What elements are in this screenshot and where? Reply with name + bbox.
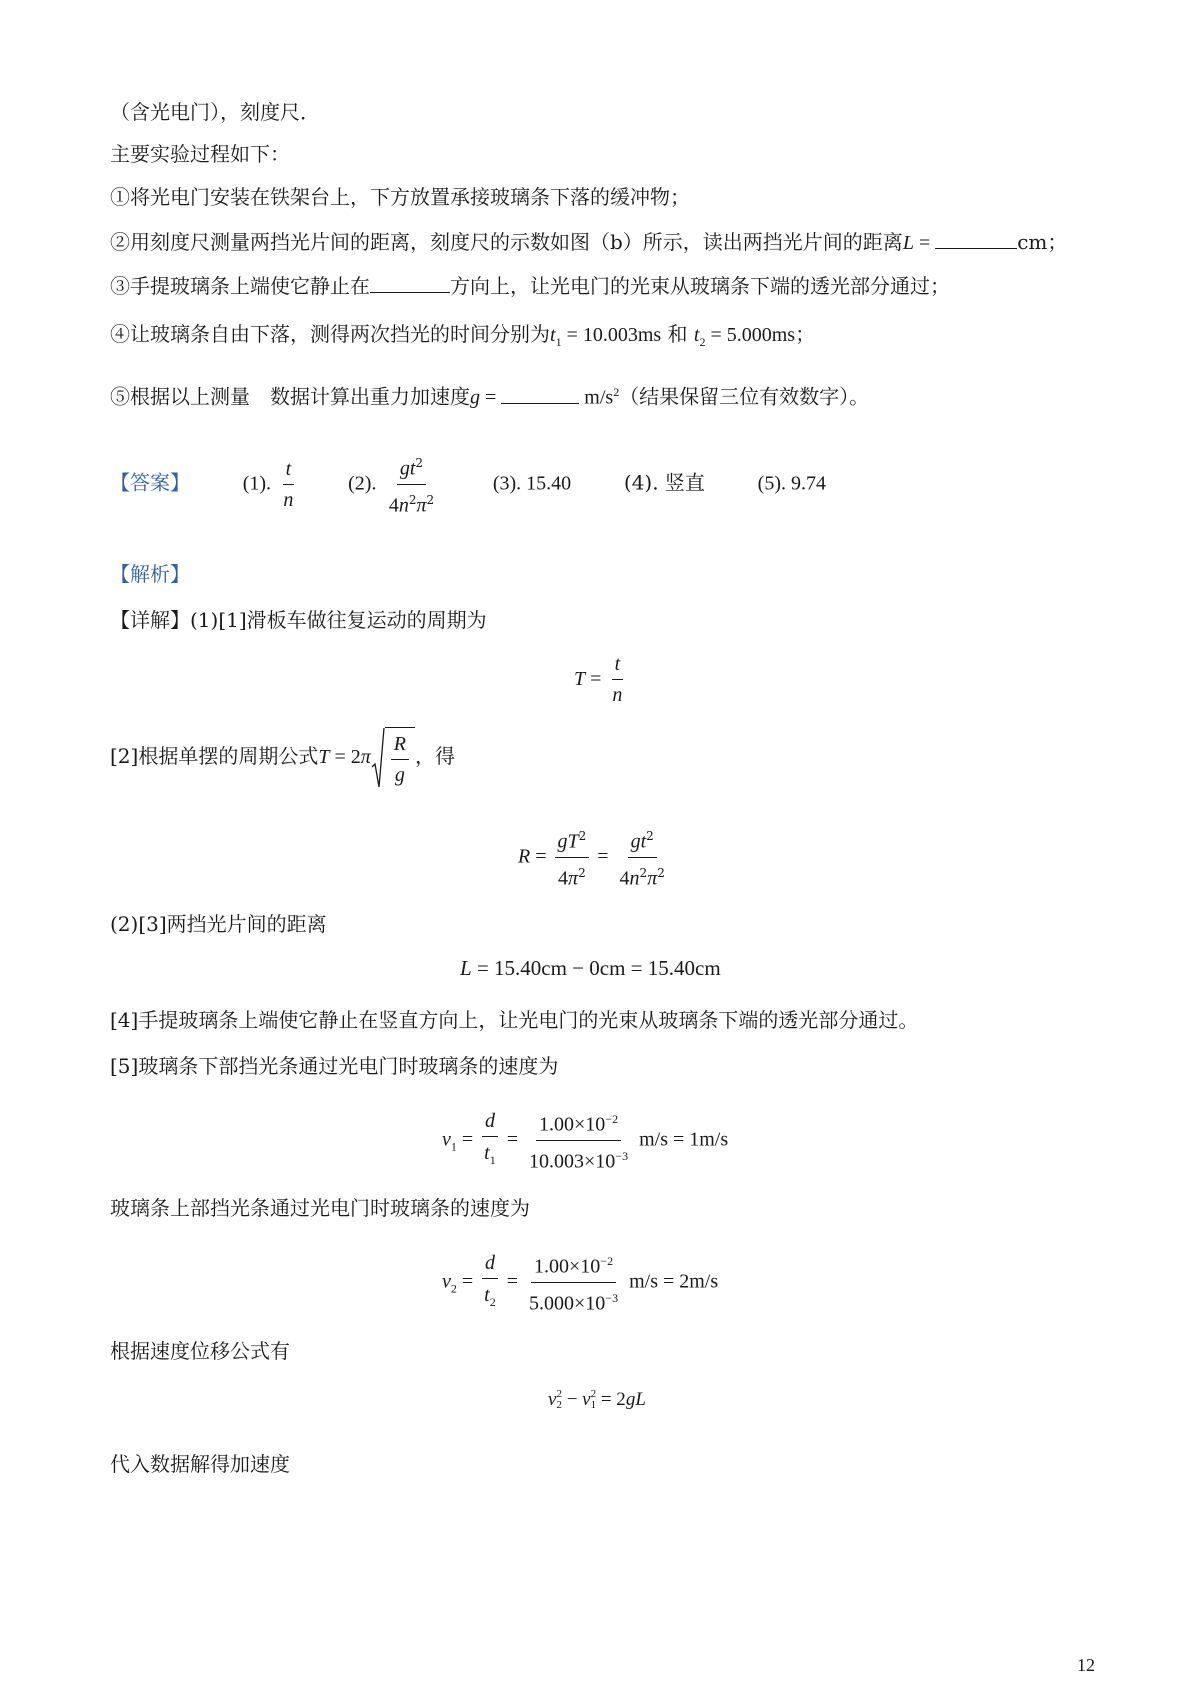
var-t: t [640, 830, 647, 853]
step-1 [110, 183, 690, 211]
numerator [536, 1106, 621, 1141]
equals-sign: = [585, 668, 607, 690]
superscript: 2 [578, 865, 586, 880]
t1-value: = 10.003ms [561, 324, 662, 346]
detail-text-7: 根据速度位移公式有 [110, 1339, 290, 1363]
step-5-text: ⑤根据以上测量 数据计算出重力加速度 [110, 384, 470, 409]
fraction-gt2-over-4n2pi2 [617, 823, 668, 891]
equation-v2 [442, 1248, 718, 1316]
superscript: 2 [590, 1388, 597, 1400]
exponent: −2 [600, 1254, 614, 1268]
equation-radius [518, 823, 671, 891]
subscript: 2 [699, 335, 706, 349]
var-T: T [574, 668, 586, 690]
page-number: 12 [1077, 1655, 1095, 1675]
square-root [371, 727, 415, 789]
conjunction: 和 [661, 322, 694, 346]
numerator [397, 450, 426, 485]
denominator [555, 858, 589, 892]
equals-sign: = [530, 845, 552, 868]
answer-3: (3). 15.40 [492, 472, 572, 495]
answer-row [110, 450, 826, 518]
variable-t2: t [693, 324, 700, 346]
superscript: 2 [415, 456, 424, 470]
detail-text-5: [5]玻璃条下部挡光条通过光电门时玻璃条的速度为 [110, 1054, 559, 1078]
step-3-text-b: 方向上，让光电门的光束从玻璃条下端的透光部分通过； [450, 274, 950, 298]
step-2-text: ②用刻度尺测量两挡光片间的距离，刻度尺的示数如图（b）所示，读出两挡光片间的距离 [110, 230, 903, 254]
numerator-value: 1.00×10 [539, 1113, 606, 1136]
superscript: 2 [426, 492, 435, 507]
var-t: t [409, 457, 416, 480]
var-v: v [582, 1389, 591, 1410]
subscript: 2 [489, 1294, 496, 1309]
detail-text-2b: ，得 [415, 744, 455, 768]
subscript: 1 [590, 1399, 597, 1411]
detail-label: 【详解】 [110, 608, 190, 632]
answer-1-fraction [280, 456, 296, 513]
answer-blank [501, 385, 579, 404]
denominator [481, 1137, 499, 1173]
var-v: v [442, 1270, 451, 1293]
detail-line-3 [110, 910, 327, 938]
coef: 4 [558, 867, 569, 890]
step-5 [110, 378, 869, 412]
numerator-value: 1.00×10 [534, 1255, 601, 1278]
var-g: g [399, 457, 410, 480]
procedure-title: 主要实验过程如下： [110, 142, 290, 166]
numerator: t [283, 456, 295, 485]
variable-L: L [902, 232, 914, 254]
superscript: 2 [556, 1388, 562, 1400]
exponent: −2 [605, 1112, 619, 1126]
var-T: T [567, 830, 579, 853]
step-2 [110, 228, 1067, 257]
equation-distance [460, 956, 721, 981]
denominator [386, 485, 437, 519]
detail-text-6: 玻璃条上部挡光条通过光电门时玻璃条的速度为 [110, 1196, 530, 1220]
var-pi: π [360, 746, 371, 768]
fraction-gT2-over-4pi2 [555, 823, 590, 891]
step-3 [110, 272, 950, 300]
equation-kinematics [548, 1388, 646, 1411]
superscript: 2 [657, 865, 665, 880]
equals-sign: = [480, 386, 502, 409]
equals-sign: = [592, 845, 614, 868]
numerator [531, 1248, 616, 1283]
radical-sign-icon [371, 727, 385, 789]
answer-blank [370, 274, 450, 293]
detail-text-1: (1)[1]滑板车做往复运动的周期为 [190, 608, 487, 632]
var-v: v [442, 1128, 451, 1151]
denominator [617, 858, 668, 892]
answer-blank [935, 230, 1017, 249]
var-t: t [484, 1141, 490, 1164]
answer-label: 【答案】 [110, 470, 190, 495]
equals-two: = 2 [596, 1389, 626, 1410]
analysis-label-text: 【解析】 [110, 562, 190, 586]
var-pi: π [416, 494, 427, 517]
equals-sign: = [456, 1128, 479, 1151]
coef: 4 [388, 494, 399, 517]
var-v: v [548, 1389, 557, 1410]
detail-line-4 [110, 1006, 918, 1034]
equals-sign: = [501, 1270, 524, 1293]
equals-two: = 2 [329, 746, 361, 768]
subscript: 1 [450, 1139, 457, 1154]
denominator-value: 5.000×10 [529, 1292, 606, 1315]
unit-cm: cm； [1017, 230, 1068, 254]
var-T: T [318, 746, 330, 768]
equation-v1 [442, 1106, 728, 1174]
step-4-text: ④让玻璃条自由下落，测得两次挡光的时间分别为 [110, 322, 550, 346]
text-line-equipment [110, 98, 320, 126]
var-n: n [398, 494, 409, 517]
denominator [481, 1279, 499, 1315]
detail-line-6 [110, 1194, 530, 1222]
distance-calculation: = 15.40cm − 0cm = 15.40cm [471, 956, 721, 980]
var-gL: gL [625, 1389, 646, 1410]
answer-1-number: (1). [242, 472, 272, 495]
detail-text-8: 代入数据解得加速度 [110, 1452, 290, 1476]
subscript: 2 [556, 1399, 562, 1411]
subscript: 1 [555, 335, 562, 349]
superscript: 2 [646, 829, 654, 843]
variable-g: g [470, 386, 480, 409]
denominator-value: 10.003×10 [529, 1150, 616, 1173]
step-4 [110, 320, 815, 356]
fraction-values [526, 1106, 631, 1174]
fraction-t-over-n [609, 651, 625, 708]
numerator: t [612, 651, 624, 680]
numerator [628, 823, 657, 858]
detail-line-1 [110, 606, 487, 634]
var-g: g [557, 830, 568, 853]
numerator: R [391, 731, 409, 760]
superscript: 2 [639, 865, 648, 880]
fraction-d-over-t2 [481, 1250, 499, 1315]
subscript: 1 [489, 1152, 496, 1167]
step-3-text-a: ③手提玻璃条上端使它静止在 [110, 274, 370, 298]
fraction-values [526, 1248, 621, 1316]
answer-5: (5). 9.74 [757, 472, 826, 495]
step-5-note: （结果保留三位有效数字）。 [619, 384, 870, 409]
fraction-R-over-g [391, 731, 409, 788]
var-t: t [484, 1283, 490, 1306]
equals-sign: = [913, 232, 936, 254]
detail-line-7 [110, 1337, 290, 1365]
variable-t1: t [550, 324, 556, 346]
denominator [526, 1141, 631, 1175]
detail-text-2: [2]根据单摆的周期公式 [110, 744, 319, 768]
v1-result: m/s = 1m/s [634, 1128, 729, 1151]
analysis-label [110, 560, 190, 588]
var-g: g [630, 830, 641, 853]
denominator: n [612, 684, 623, 706]
coef: 4 [619, 867, 630, 890]
detail-text-4: [4]手提玻璃条上端使它静止在竖直方向上，让光电门的光束从玻璃条下端的透光部分通过。 [110, 1008, 919, 1032]
v2-result: m/s = 2m/s [624, 1270, 719, 1293]
answer-2-fraction [386, 450, 437, 518]
superscript: 2 [578, 829, 587, 843]
punctuation: ； [795, 322, 816, 346]
detail-line-2 [110, 726, 455, 789]
step-1-text: ①将光电门安装在铁架台上，下方放置承接玻璃条下落的缓冲物； [110, 185, 690, 209]
var-pi: π [647, 867, 658, 890]
minus-sign: − [561, 1389, 583, 1410]
radicand [385, 727, 415, 789]
subscript: 2 [450, 1281, 457, 1296]
equals-sign: = [501, 1128, 524, 1151]
numerator: d [482, 1108, 498, 1137]
t2-value: = 5.000ms [705, 324, 796, 346]
answer-4: (4). 竖直 [623, 470, 705, 495]
equation-period [574, 651, 628, 708]
unit-ms2: m/s [579, 386, 614, 409]
numerator [555, 823, 590, 858]
var-pi: π [568, 867, 579, 890]
denominator [526, 1283, 621, 1317]
text-line-procedure-title [110, 140, 290, 168]
numerator: d [482, 1250, 498, 1279]
detail-line-5 [110, 1052, 558, 1080]
var-R: R [518, 845, 531, 868]
fraction-d-over-t1 [481, 1108, 499, 1173]
superscript: 2 [613, 385, 620, 399]
answer-2-number: (2). [348, 472, 377, 495]
exponent: −3 [615, 1148, 629, 1163]
detail-text-3: (2)[3]两挡光片间的距离 [110, 912, 327, 936]
var-n: n [629, 867, 640, 890]
denominator: g [394, 763, 405, 786]
exponent: −3 [605, 1290, 619, 1305]
superscript: 2 [408, 492, 417, 507]
equals-sign: = [456, 1270, 479, 1293]
equipment-text: （含光电门），刻度尺． [110, 100, 320, 124]
detail-line-8 [110, 1450, 290, 1478]
var-L: L [460, 956, 472, 980]
denominator: n [283, 488, 294, 511]
